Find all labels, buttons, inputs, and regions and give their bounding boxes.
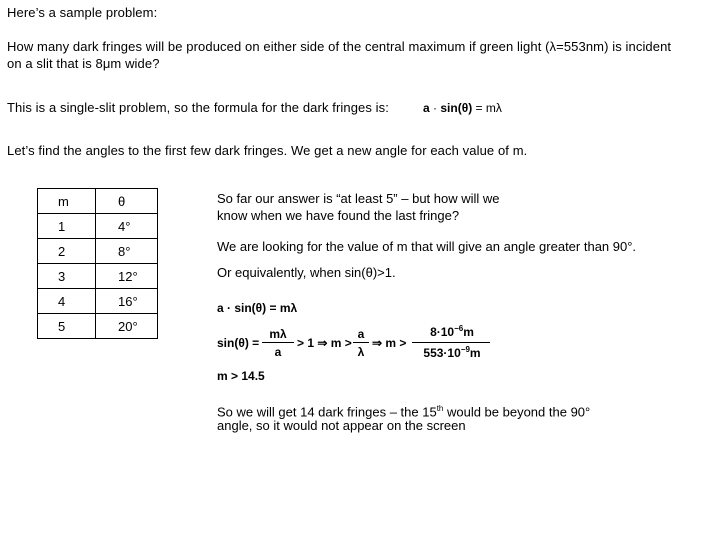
header-theta: θ [96, 189, 158, 214]
fraction-3-num: $8\cdot 10^{-6}m$ [430, 324, 474, 339]
table-row [38, 314, 158, 339]
fringe-angle-table [37, 188, 158, 339]
cell-m: 2 [38, 239, 96, 264]
table-row [38, 214, 158, 239]
cell-theta: 8° [96, 239, 158, 264]
header-m: m [38, 189, 96, 214]
fraction-2-den: λ [357, 345, 365, 359]
equation-2-lhs: sin(θ) = [217, 336, 260, 350]
formula-a: a [423, 101, 430, 115]
fraction-1-den: a [274, 345, 282, 359]
equation-2-mid-2: ⇒ m > [372, 336, 407, 350]
conclusion-line-1: So we will get 14 dark fringes – the 15th would be beyond the 90° [217, 404, 591, 420]
cell-theta: 4° [96, 214, 158, 239]
cell-m: 1 [38, 214, 96, 239]
conclusion-line-2: angle, so it would not appear on the screen [217, 418, 466, 433]
cell-theta: 20° [96, 314, 158, 339]
cell-m: 3 [38, 264, 96, 289]
fraction-3-bar [412, 342, 490, 343]
fraction-2-bar [353, 342, 369, 343]
formula-sin: sin(θ) [440, 101, 473, 115]
so-far-line-1: So far our answer is “at least 5” – but how will we [217, 191, 500, 206]
find-angles-text: Let’s find the angles to the first few dark fringes. We get a new angle for each value of m. [7, 143, 528, 158]
equation-1: a · sin(θ) = mλ [217, 301, 298, 315]
formula-eq: = mλ [475, 101, 502, 115]
equation-3: m > 14.5 [217, 369, 265, 383]
fraction-1-num: mλ [269, 327, 287, 341]
fraction-2-num: a [357, 327, 365, 341]
cell-m: 4 [38, 289, 96, 314]
looking-text: We are looking for the value of m that will give an angle greater than 90°. [217, 239, 637, 254]
table-header-row [38, 189, 158, 214]
single-slit-text: This is a single-slit problem, so the formula for the dark fringes is: [7, 100, 389, 115]
question-line-2: on a slit that is 8μm wide? [7, 56, 160, 71]
so-far-line-2: know when we have found the last fringe? [217, 208, 460, 223]
equivalently-text: Or equivalently, when sin(θ)>1. [217, 265, 396, 280]
cell-theta: 16° [96, 289, 158, 314]
equation-2-mid-1: > 1 ⇒ m > [297, 336, 352, 350]
table-row [38, 264, 158, 289]
table-row [38, 239, 158, 264]
fraction-1-bar [262, 342, 294, 343]
fraction-3-den: $553\cdot 10^{-9}m$ [423, 345, 481, 360]
formula-dot: · [433, 101, 438, 115]
question-line-1: How many dark fringes will be produced on either side of the central maximum if green light (λ=553nm) is incident [7, 39, 672, 54]
intro-text: Here’s a sample problem: [7, 5, 158, 20]
cell-theta: 12° [96, 264, 158, 289]
table-row [38, 289, 158, 314]
cell-m: 5 [38, 314, 96, 339]
dark-fringe-formula [423, 100, 502, 116]
